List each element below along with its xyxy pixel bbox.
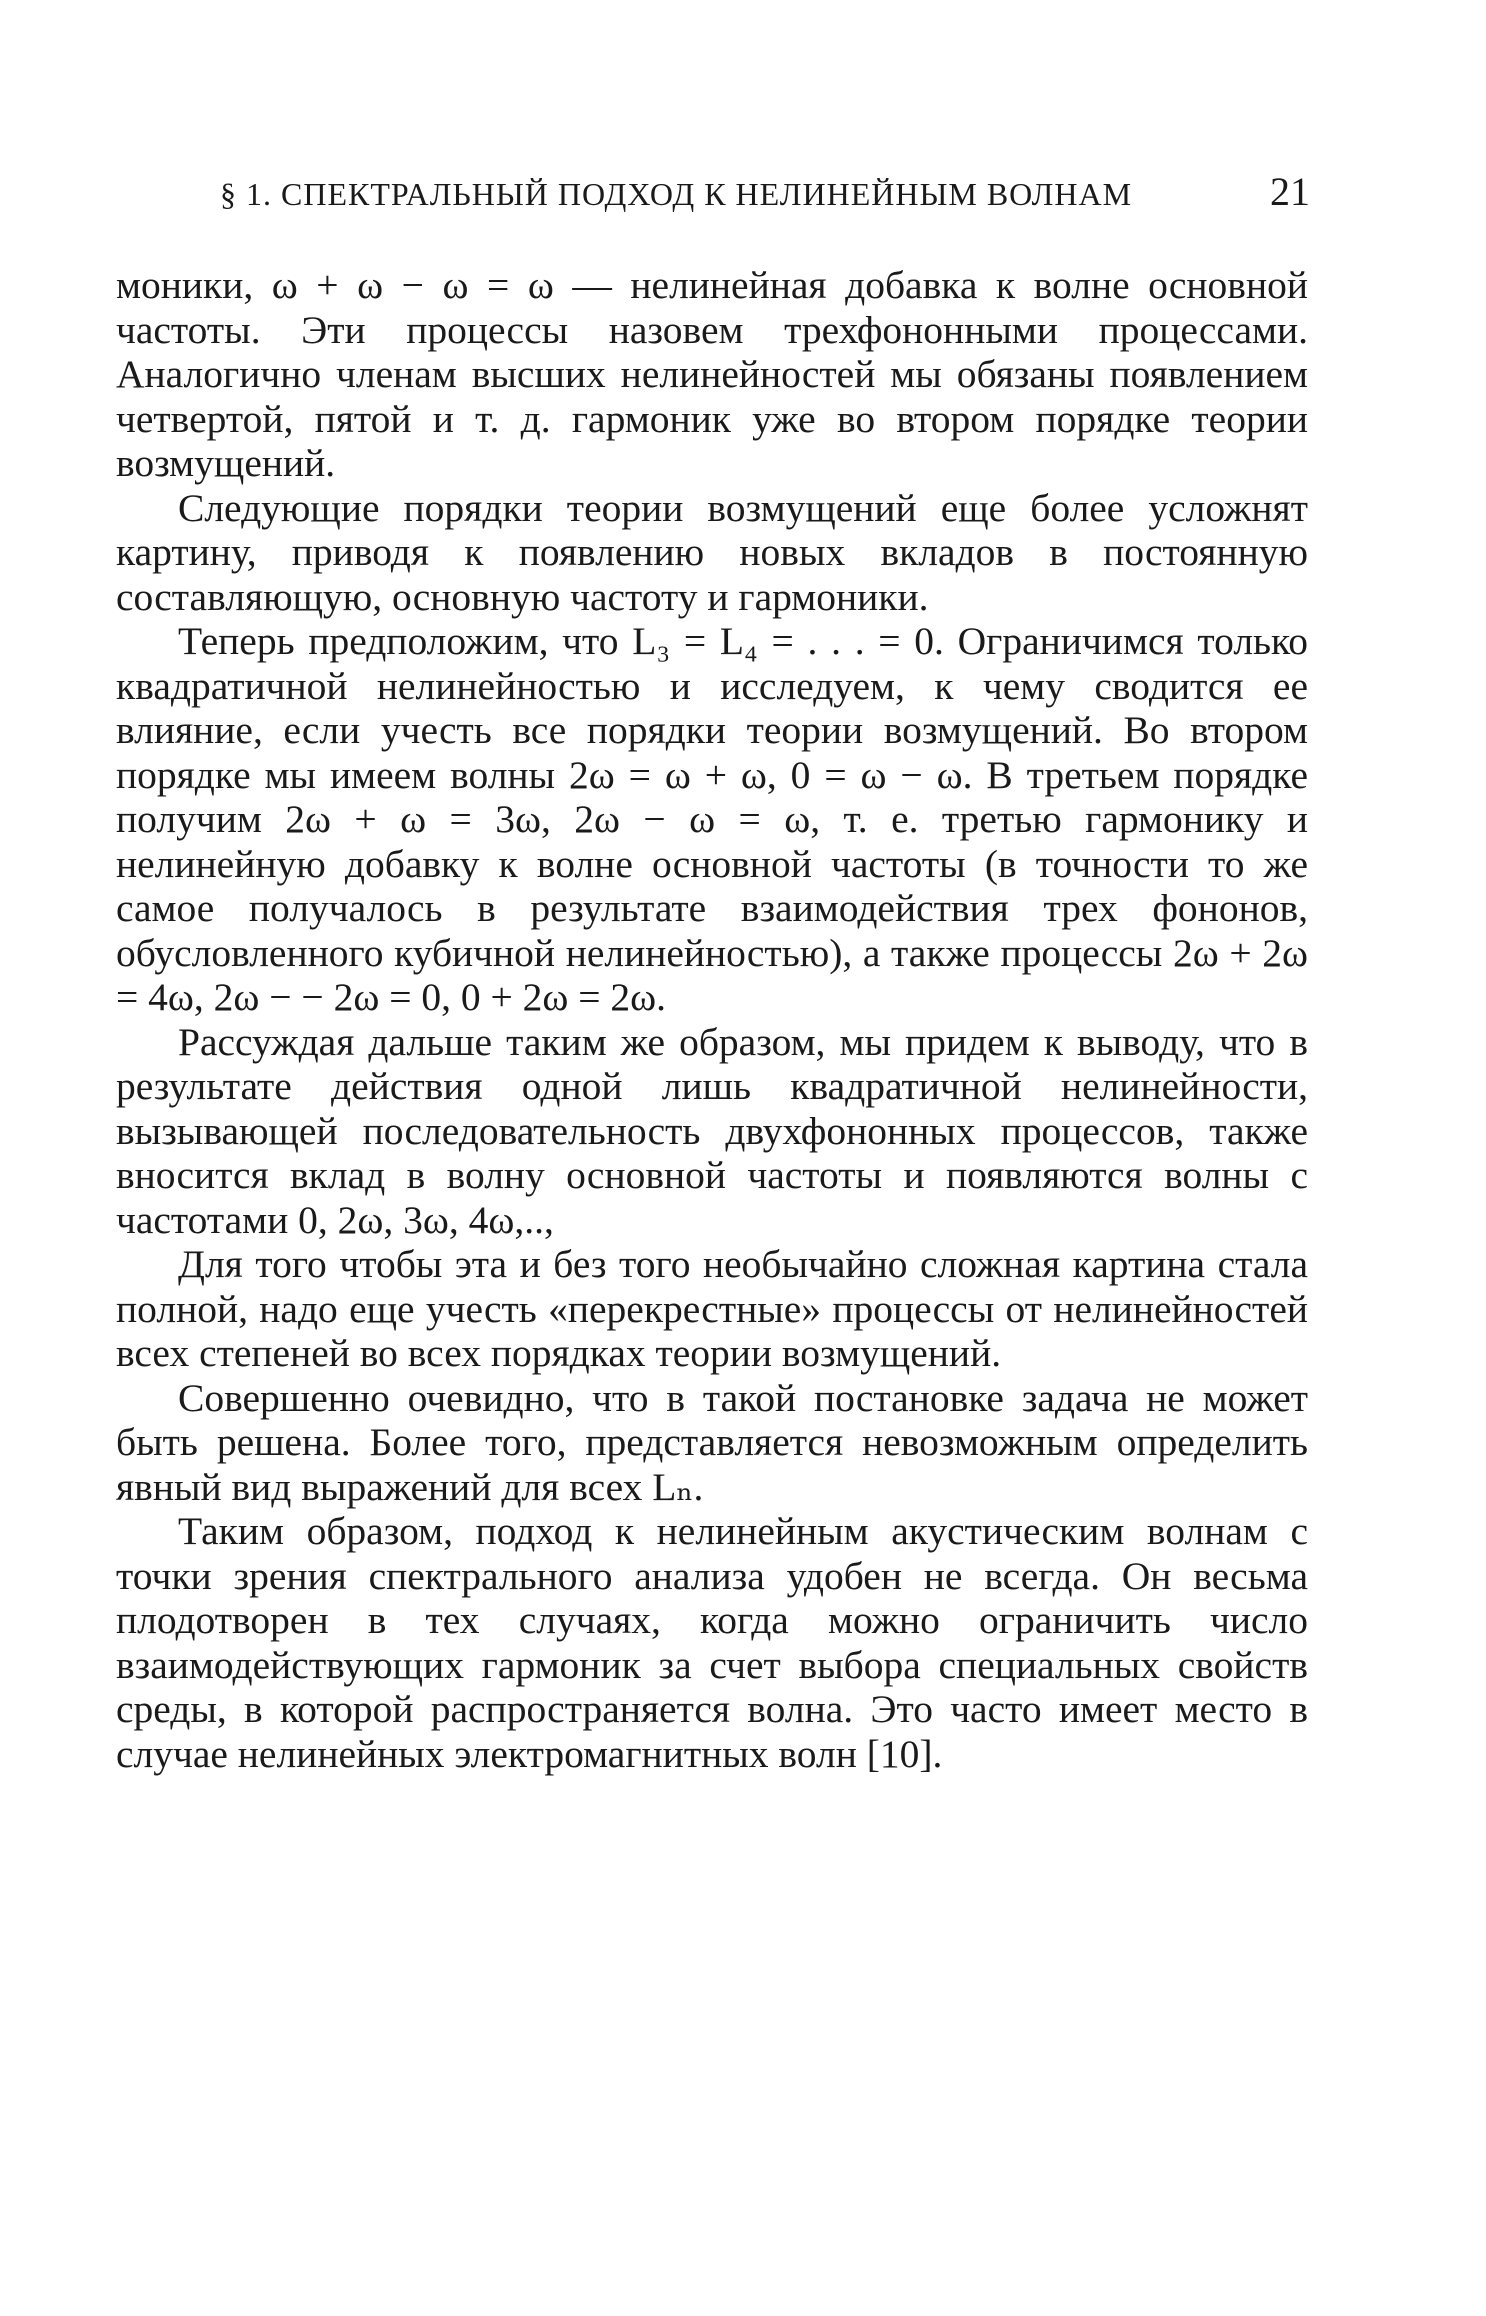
paragraph-1: моники, ω + ω − ω = ω — нелинейная добавка к волне основной частоты. Эти процессы назовем трехфононными процессами. Аналогично членам высших нелинейностей мы обязаны появлением четвертой, пятой и т. д. гармоник уже во втором порядке теории возмущений. xyxy=(116,263,1308,485)
body-text xyxy=(116,263,1308,1776)
paragraph-4: Рассуждая дальше таким же образом, мы придем к выводу, что в результате действия одной лишь квадратичной нелинейности, вызывающей последовательность двухфононных процессов, также вносится вклад в волну основной частоты и появляются волны с частотами 0, 2ω, 3ω, 4ω,.., xyxy=(116,1019,1308,1242)
page-number: 21 xyxy=(1270,169,1310,214)
running-head xyxy=(220,168,1310,228)
paragraph-3: Теперь предположим, что L₃ = L₄ = . . . = 0. Ограничимся только квадратичной нелинейностью и исследуем, к чему сводится ее влияние, если учесть все порядки теории возмущений. Во втором порядке мы имеем волны 2ω = ω + ω, 0 = ω − ω. В третьем порядке получим 2ω + ω = 3ω, 2ω − ω = ω, т. е. третью гармонику и нелинейную добавку к волне основной частоты (в точности то же самое получалось в результате взаимодействия трех фононов, обусловленного кубичной нелинейностью), а также процессы 2ω + 2ω = 4ω, 2ω − − 2ω = 0, 0 + 2ω = 2ω. xyxy=(116,619,1308,1019)
paragraph-6: Совершенно очевидно, что в такой постановке задача не может быть решена. Более того, представляется невозможным определить явный вид выражений для всех Lₙ. xyxy=(116,1375,1308,1509)
paragraph-7: Таким образом, подход к нелинейным акустическим волнам с точки зрения спектрального анализа удобен не всегда. Он весьма плодотворен в тех случаях, когда можно ограничить число взаимодействующих гармоник за счет выбора специальных свойств среды, в которой распространяется волна. Это часто имеет место в случае нелинейных электромагнитных волн [10]. xyxy=(116,1509,1308,1776)
paragraph-2: Следующие порядки теории возмущений еще более усложнят картину, приводя к появлению новых вкладов в постоянную составляющую, основную частоту и гармоники. xyxy=(116,485,1308,619)
paragraph-5: Для того чтобы эта и без того необычайно сложная картина стала полной, надо еще учесть «перекрестные» процессы от нелинейностей всех степеней во всех порядках теории возмущений. xyxy=(116,1242,1308,1375)
section-title: § 1. СПЕКТРАЛЬНЫЙ ПОДХОД К НЕЛИНЕЙНЫМ ВОЛНАМ xyxy=(220,176,1133,212)
